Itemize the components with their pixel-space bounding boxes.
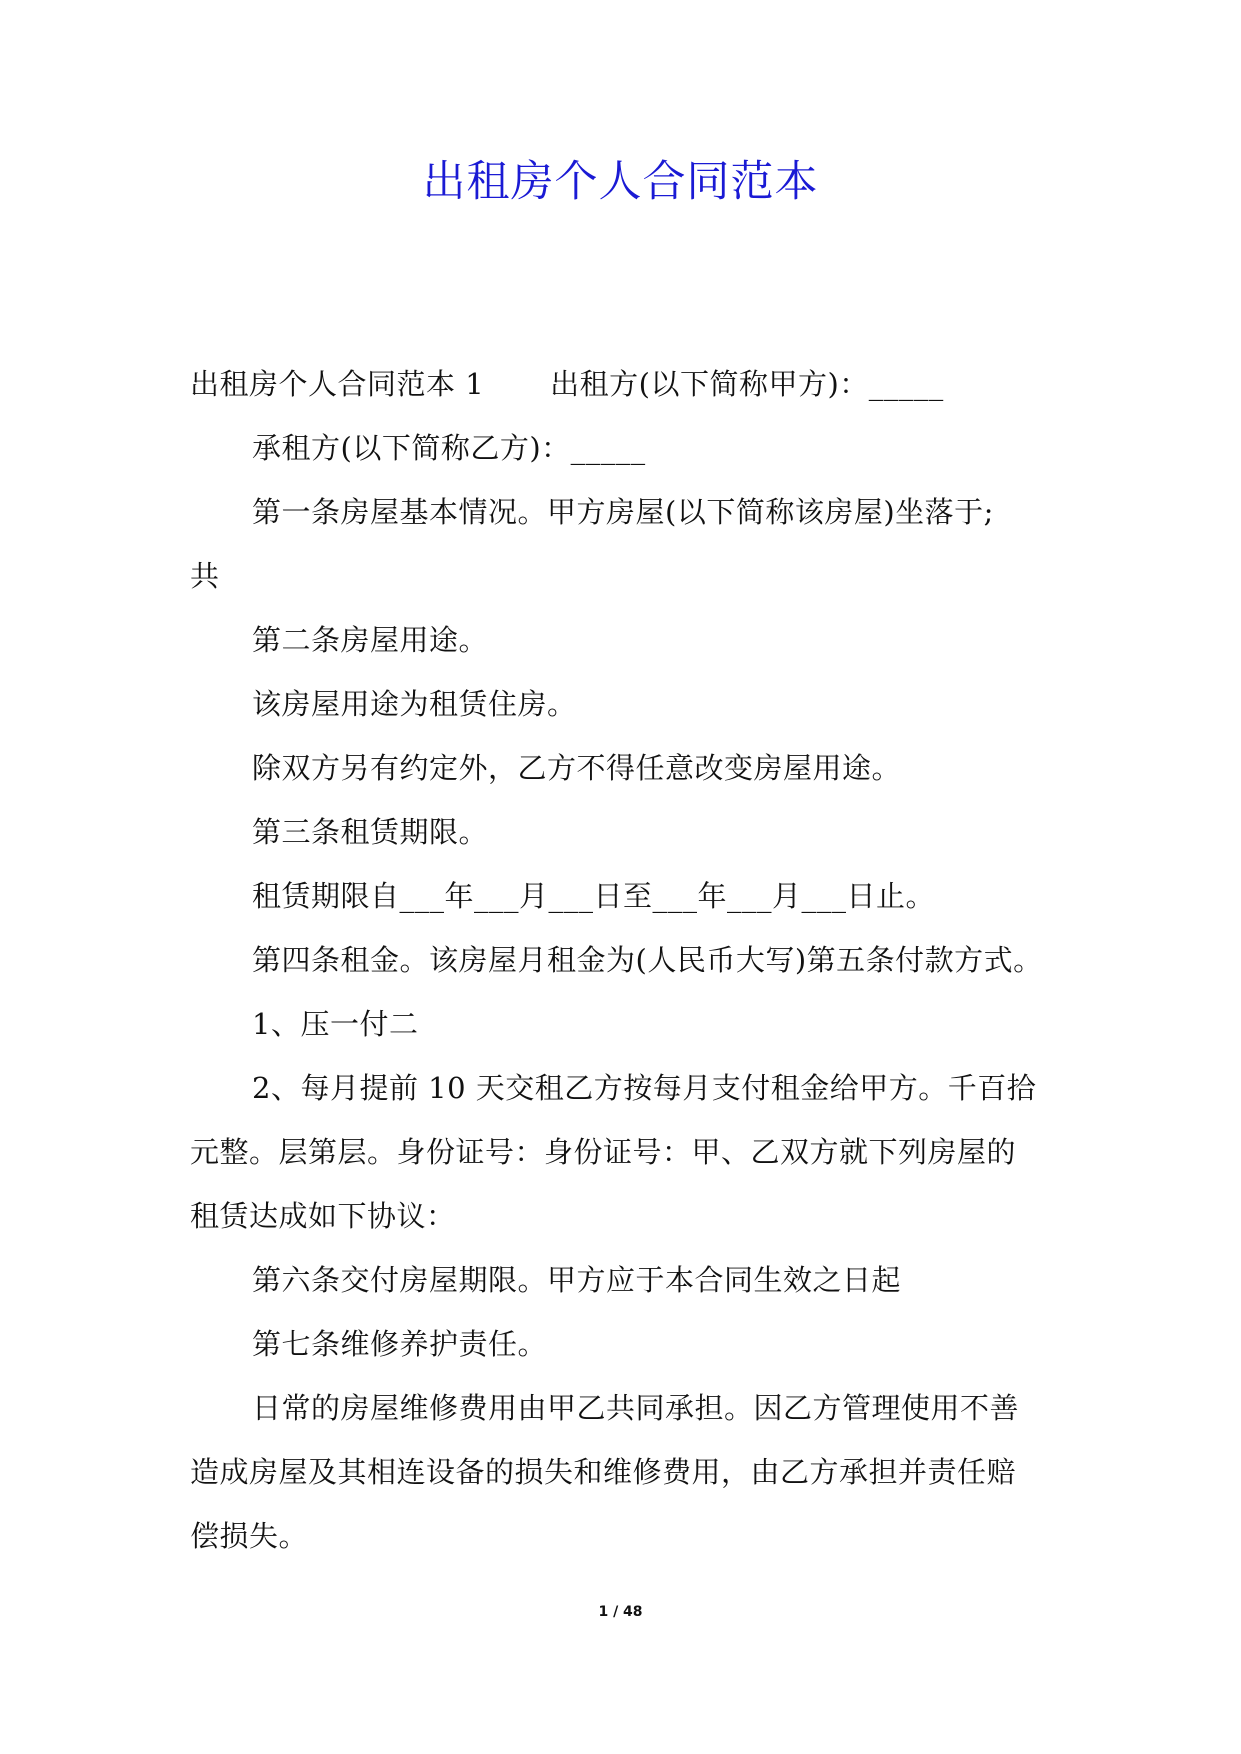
paragraph-line: 偿损失。 [190,1519,309,1553]
document-body [190,352,1060,1568]
document-title: 出租房个人合同范本 [422,157,819,207]
paragraph-line: 造成房屋及其相连设备的损失和维修费用，由乙方承担并责任赔 [190,1455,1017,1489]
paragraph-line: 承租方(以下简称乙方)：_____ [252,431,646,465]
paragraph-line: 该房屋用途为租赁住房。 [252,687,577,721]
paragraph-line: 日常的房屋维修费用由甲乙共同承担。因乙方管理使用不善 [252,1391,1020,1425]
paragraph-line [190,352,1060,416]
paragraph-line: 第六条交付房屋期限。甲方应于本合同生效之日起 [252,1263,902,1297]
paragraph-line: 2、每月提前 10 天交租乙方按每月支付租金给甲方。千百拾 [252,1071,1037,1105]
lessor-field: 出租方(以下简称甲方)：_____ [550,367,944,401]
page-number: 1 / 48 [598,1604,643,1620]
paragraph-line: 第七条维修养护责任。 [252,1327,548,1361]
paragraph-line: 第三条租赁期限。 [252,815,489,849]
paragraph-line: 除双方另有约定外，乙方不得任意改变房屋用途。 [252,751,902,785]
section-heading: 出租房个人合同范本 1 [190,367,485,401]
paragraph-line: 第二条房屋用途。 [252,623,489,657]
paragraph-line: 第四条租金。该房屋月租金为(人民币大写)第五条付款方式。 [252,943,1043,977]
paragraph-line: 租赁达成如下协议： [190,1199,456,1233]
paragraph-line: 第一条房屋基本情况。甲方房屋(以下简称该房屋)坐落于; [252,495,994,529]
paragraph-line: 元整。层第层。身份证号：身份证号：甲、乙双方就下列房屋的 [190,1135,1017,1169]
paragraph-line: 1、压一付二 [252,1007,419,1041]
paragraph-line: 共 [190,559,220,593]
paragraph-line: 租赁期限自___年___月___日至___年___月___日止。 [252,879,936,913]
